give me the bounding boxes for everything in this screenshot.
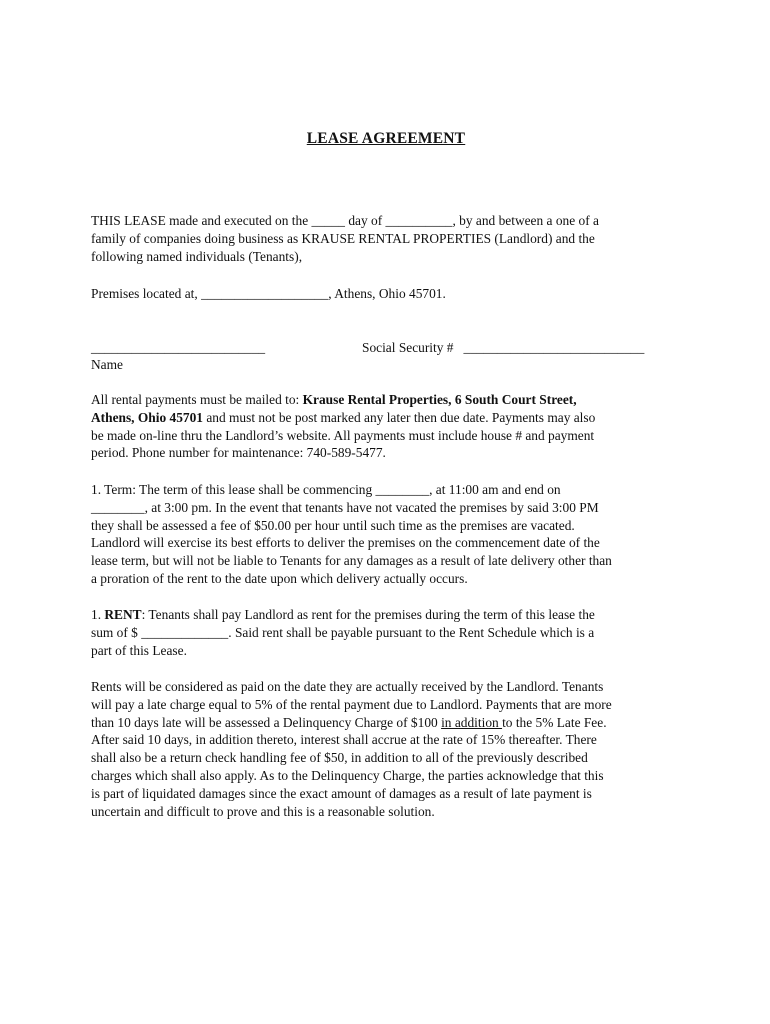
term-paragraph [91,481,683,588]
payments-text: and must not be post marked any later then due date. Payments may also [202,409,596,425]
term-line: 1. Term: The term of this lease shall be commencing ________, at 11:00 am and end on [91,482,561,497]
ssn-label: Social Security # [362,340,454,355]
late-prefix: than 10 days late will be assessed a Delinquency Charge of $100 [91,714,442,730]
late-line: will pay a late charge equal to 5% of the rental payment due to Landlord. Payments that are more [91,696,612,712]
rent-number: 1. [91,607,105,622]
late-line: shall also be a return check handling fee of $50, in addition to all of the previously described [91,750,588,766]
intro-line: THIS LEASE made and executed on the _____ day of __________, by and between a one of a [91,213,599,228]
late-rest: to the 5% Late Fee. [502,714,607,730]
late-line: Rents will be considered as paid on the date they are actually received by the Landlord. Tenants [91,679,604,694]
payments-prefix: All rental payments must be mailed to: [91,392,303,407]
premises-line: Premises located at, ___________________, Athens, Ohio 45701. [91,286,446,301]
payments-line [91,391,683,409]
signature-row [91,339,683,357]
term-line: ________, at 3:00 pm. In the event that tenants have not vacated the premises by said 3:00 PM [91,499,599,515]
rent-line [91,606,683,624]
rent-line: sum of $ _____________. Said rent shall be payable pursuant to the Rent Schedule which is a [91,624,595,640]
term-line: Landlord will exercise its best efforts to deliver the premises on the commencement date of the [91,535,600,551]
document-title: LEASE AGREEMENT [306,130,466,147]
payments-line: be made on-line thru the Landlord’s website. All payments must include house # and payment [91,427,595,443]
payments-address: Krause Rental Properties, 6 South Court Street, [302,392,577,407]
rent-paragraph [91,606,683,659]
rent-line: part of this Lease. [91,642,187,658]
premises-paragraph [91,285,683,303]
payments-line [91,409,683,427]
term-line: a proration of the rent to the date upon which delivery actually occurs. [91,570,468,586]
name-blank: __________________________ [91,340,266,355]
ssn-blank: ___________________________ [463,340,645,355]
late-line: is part of liquidated damages since the exact amount of damages as a result of late payment is [91,785,592,801]
late-line: uncertain and difficult to prove and this is a reasonable solution. [91,803,435,819]
intro-line: family of companies doing business as KRAUSE RENTAL PROPERTIES (Landlord) and the [91,230,595,246]
intro-line: following named individuals (Tenants), [91,248,303,264]
late-line: charges which shall also apply. As to the Delinquency Charge, the parties acknowledge that this [91,767,604,783]
term-line: they shall be assessed a fee of $50.00 per hour until such time as the premises are vacated. [91,517,575,533]
intro-paragraph [91,212,683,265]
payments-city: Athens, Ohio 45701 [91,409,203,425]
late-underlined: in addition [441,714,503,730]
ssn-field [362,339,644,357]
term-line: lease term, but will not be liable to Tenants for any damages as a result of late delivery other than [91,553,612,569]
late-line: After said 10 days, in addition thereto, interest shall accrue at the rate of 15% thereafter. There [91,732,597,748]
late-charge-paragraph [91,678,683,820]
rent-heading: RENT [104,607,142,622]
name-label: Name [91,357,123,372]
payments-paragraph [91,391,683,462]
payments-line: period. Phone number for maintenance: 740-589-5477. [91,445,386,461]
late-line [91,714,683,732]
rent-text: : Tenants shall pay Landlord as rent for the premises during the term of this lease the [141,607,595,622]
